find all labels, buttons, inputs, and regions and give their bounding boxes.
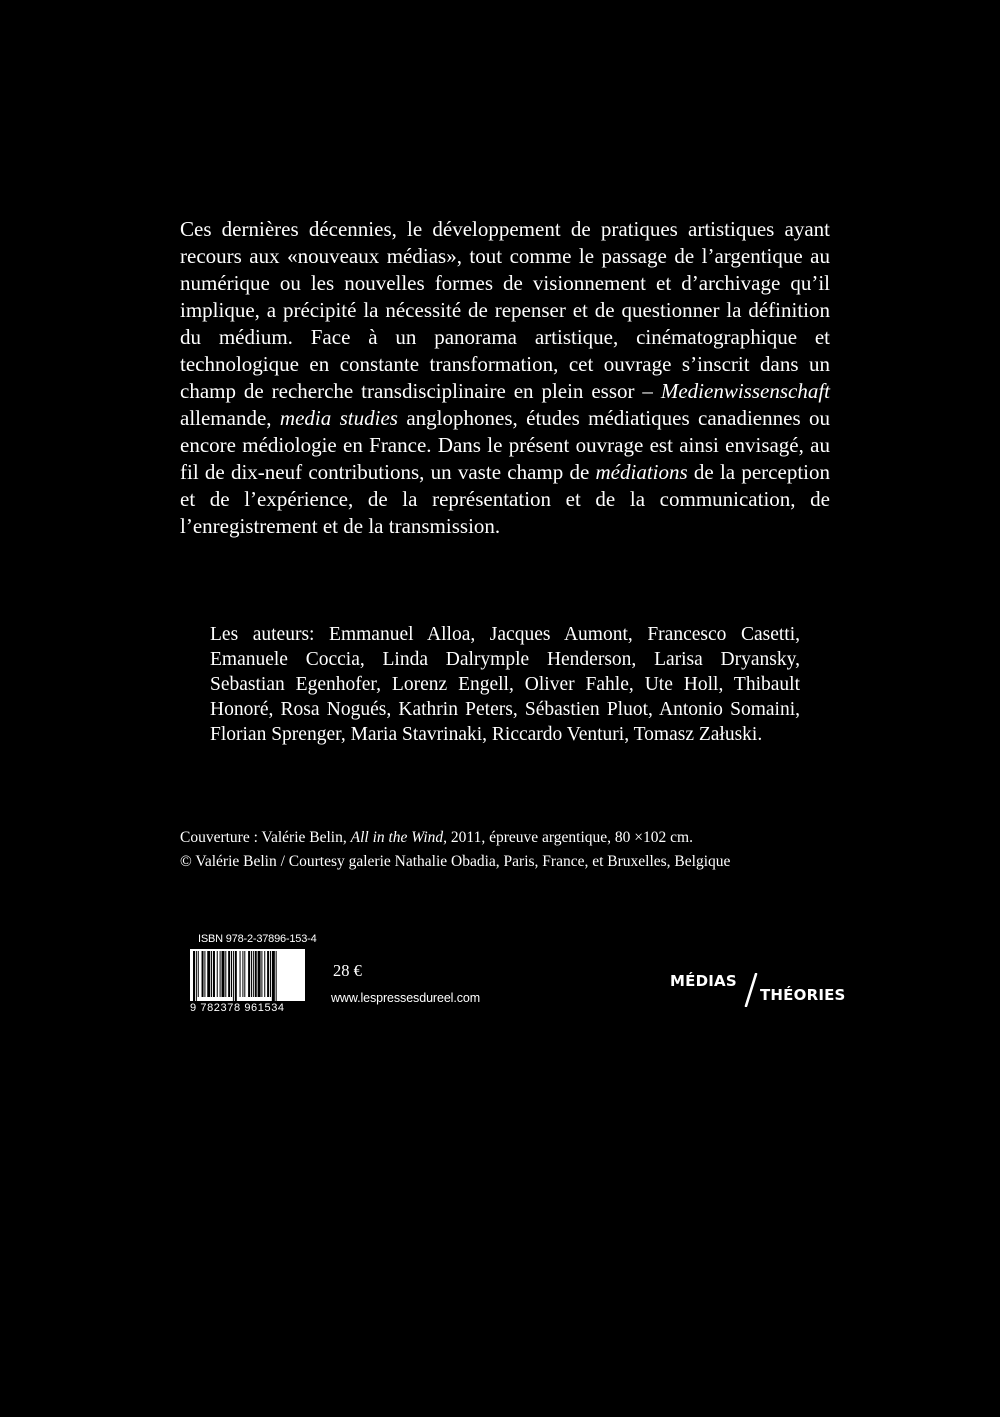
collection-logo-word-theories: THÉORIES <box>760 986 846 1004</box>
ean-digits: 9 782378 961534 <box>190 1002 285 1014</box>
isbn-label: ISBN 978-2-37896-153-4 <box>198 933 317 945</box>
blurb-text-1: Ces dernières décennies, le développement de pratiques artistiques ayant recours aux «nouveaux médias», tout comme le passage de l’argentique au numérique ou les nouvelles formes de visionnement et d’archivage qu’il implique, a précipité la nécessité de repenser et de questionner la définition du médium. Face à un panorama artistique, cinématographique et technologique en constante transformation, cet ouvrage s’inscrit dans un champ de recherche transdisciplinaire en plein essor – <box>180 217 830 403</box>
collection-logo <box>670 968 855 1012</box>
blurb-text-3: anglophones, études médiatiques canadiennes ou encore médiologie en France. Dans le présent ouvrage est ainsi envisagé, au fil de dix-neuf contributions, un vaste champ de <box>180 406 830 484</box>
blurb-term-mediations: médiations <box>595 460 688 484</box>
blurb-text-2: allemande, <box>180 406 280 430</box>
cover-credit-prefix: Couverture : Valérie Belin, <box>180 829 351 846</box>
slash-icon <box>744 973 758 1007</box>
barcode-icon <box>190 949 305 1001</box>
cover-credit-line <box>180 826 830 850</box>
copyright-line: © Valérie Belin / Courtesy galerie Nathalie Obadia, Paris, France, et Bruxelles, Belgique <box>180 853 731 870</box>
blurb-term-media-studies: media studies <box>279 406 398 430</box>
cover-credit <box>180 826 830 874</box>
cover-credit-suffix: , 2011, épreuve argentique, 80 ×102 cm. <box>443 829 693 846</box>
publisher-website: www.lespressesdureel.com <box>331 991 481 1005</box>
back-cover-blurb <box>180 216 830 540</box>
cover-artwork-title: All in the Wind <box>350 829 444 846</box>
blurb-text-4: de la perception et de l’expérience, de la représentation et de la communication, de l’enregistrement et de la transmission. <box>180 460 830 538</box>
isbn-barcode-block <box>190 933 315 1015</box>
authors-list: Les auteurs: Emmanuel Alloa, Jacques Aumont, Francesco Casetti, Emanuele Coccia, Linda Dalrymple Henderson, Larisa Dryansky, Sebastian Egenhofer, Lorenz Engell, Oliver Fahle, Ute Holl, Thibault Honoré, Rosa Nogués, Kathrin Peters, Sébastien Pluot, Antonio Somaini, Florian Sprenger, Maria Stavrinaki, Riccardo Venturi, Tomasz Załuski. <box>210 624 800 745</box>
price: 28 € <box>333 961 362 980</box>
blurb-term-medienwissenschaft: Medienwissenschaft <box>660 379 830 403</box>
collection-logo-word-medias: MÉDIAS <box>670 972 737 990</box>
